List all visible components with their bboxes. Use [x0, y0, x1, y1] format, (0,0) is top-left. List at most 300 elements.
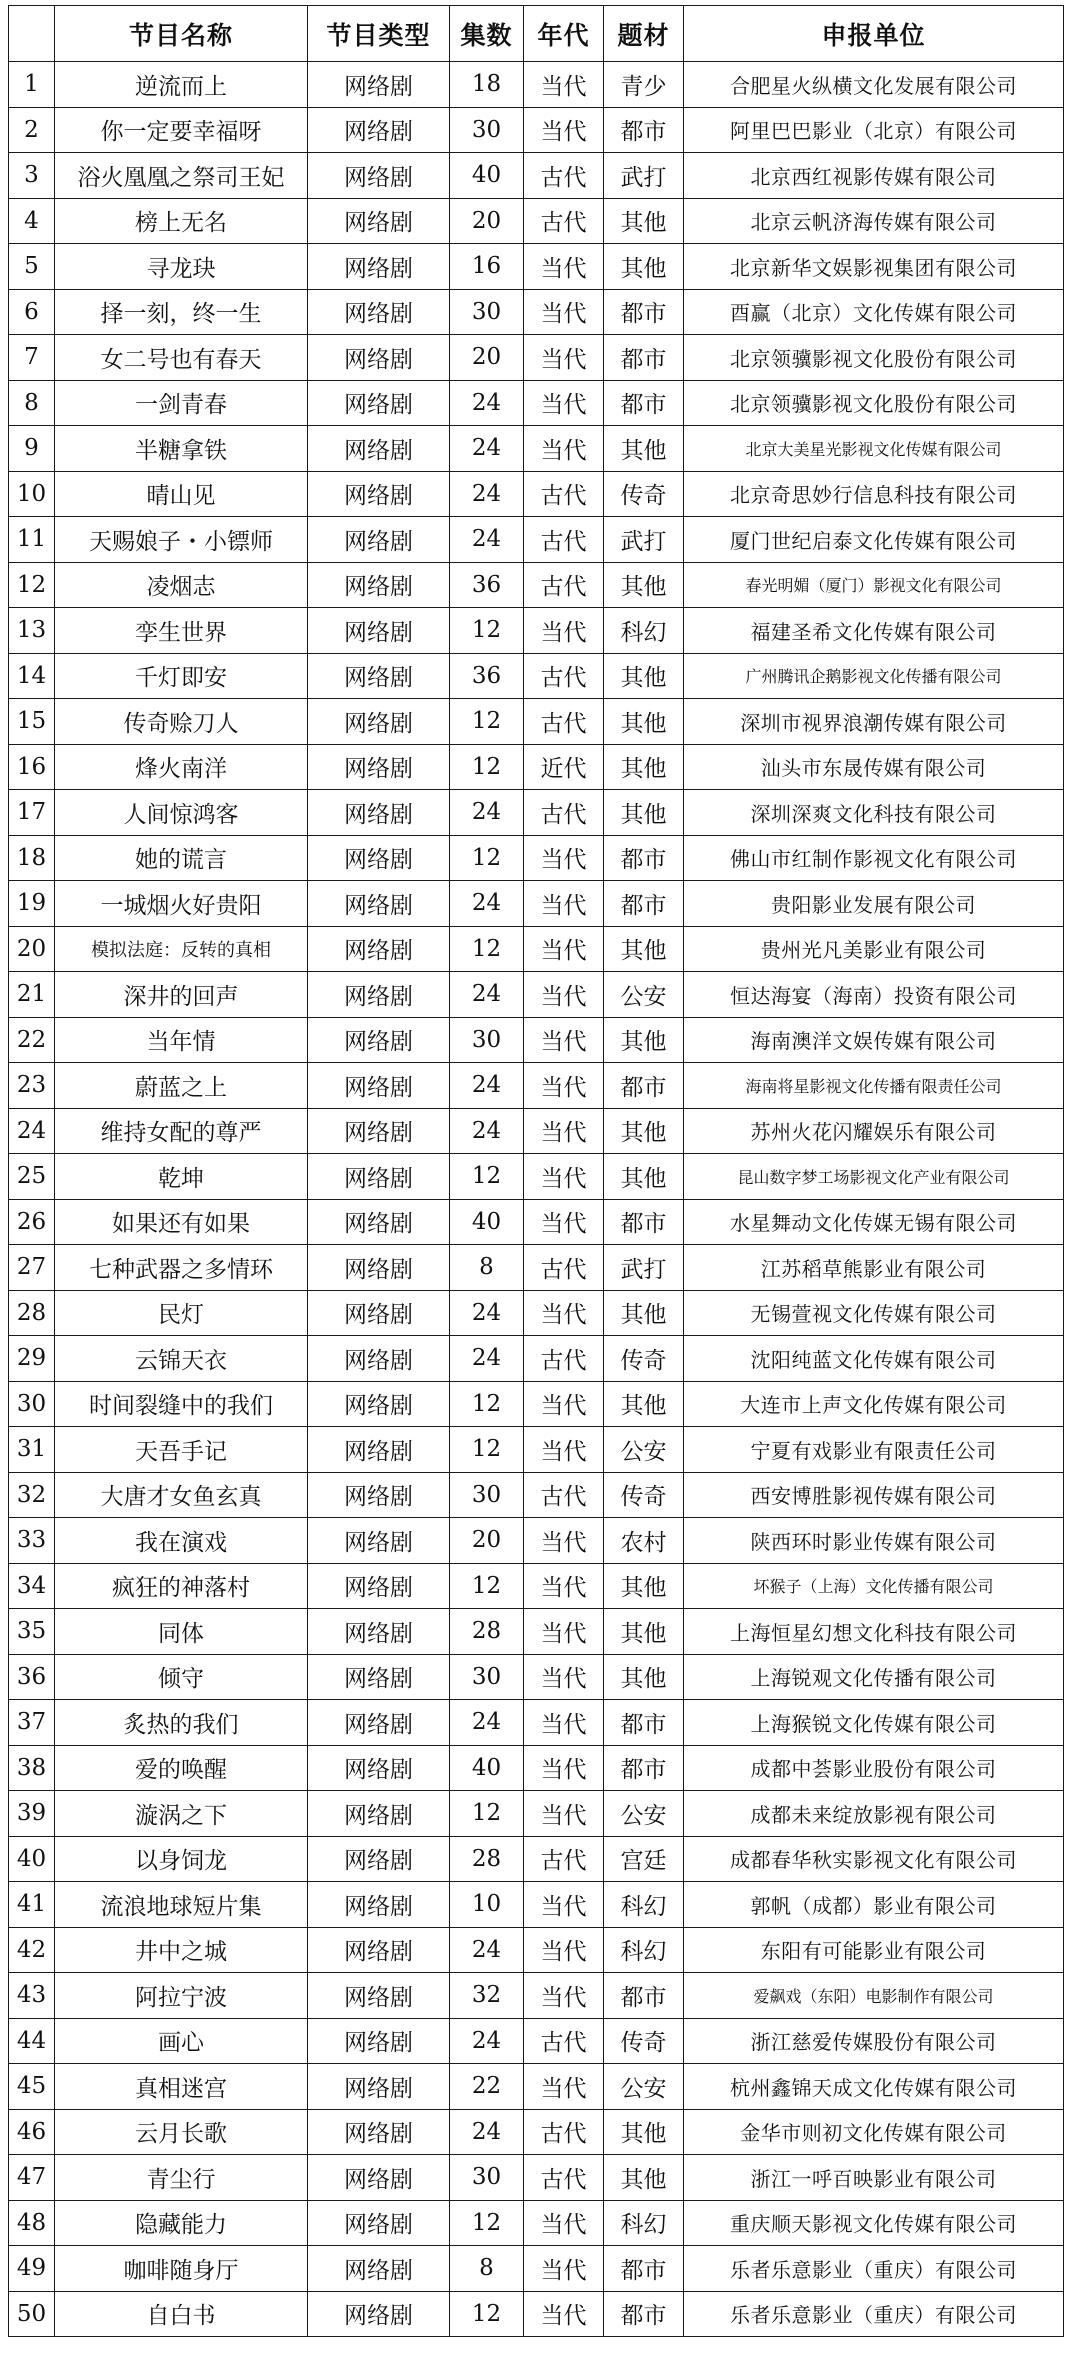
- program-name: 乾坤: [55, 1154, 308, 1200]
- table-row: [9, 1427, 1064, 1473]
- episode-count: 12: [450, 926, 524, 972]
- table-row: [9, 1836, 1064, 1882]
- program-name: 寻龙玦: [55, 244, 308, 290]
- program-era: 当代: [524, 1745, 604, 1791]
- program-type: 网络剧: [308, 881, 450, 927]
- episode-count: 20: [450, 198, 524, 244]
- program-name: 模拟法庭：反转的真相: [55, 926, 308, 972]
- row-index: 40: [9, 1836, 55, 1882]
- table-header: [9, 6, 1064, 62]
- program-era: 当代: [524, 1563, 604, 1609]
- applicant-unit: 成都未来绽放影视有限公司: [684, 1791, 1064, 1837]
- applicant-unit: 爱飙戏（东阳）电影制作有限公司: [684, 1973, 1064, 2019]
- program-type: 网络剧: [308, 608, 450, 654]
- program-genre: 传奇: [604, 1472, 684, 1518]
- program-name: 阿拉宁波: [55, 1973, 308, 2019]
- row-index: 12: [9, 562, 55, 608]
- program-genre: 其他: [604, 1654, 684, 1700]
- row-index: 35: [9, 1609, 55, 1655]
- table-row: [9, 289, 1064, 335]
- episode-count: 10: [450, 1882, 524, 1928]
- program-name: 你一定要幸福呀: [55, 107, 308, 153]
- episode-count: 12: [450, 1154, 524, 1200]
- row-index: 21: [9, 972, 55, 1018]
- header-type: 节目类型: [308, 6, 450, 62]
- episode-count: 20: [450, 335, 524, 381]
- program-name: 天赐娘子・小镖师: [55, 517, 308, 563]
- program-era: 当代: [524, 1063, 604, 1109]
- program-genre: 都市: [604, 1700, 684, 1746]
- program-name: 一剑青春: [55, 380, 308, 426]
- table-row: [9, 2064, 1064, 2110]
- program-genre: 都市: [604, 1973, 684, 2019]
- program-type: 网络剧: [308, 972, 450, 1018]
- program-genre: 科幻: [604, 1882, 684, 1928]
- program-name: 云月长歌: [55, 2109, 308, 2155]
- row-index: 23: [9, 1063, 55, 1109]
- program-genre: 公安: [604, 1427, 684, 1473]
- program-type: 网络剧: [308, 1882, 450, 1928]
- program-type: 网络剧: [308, 1108, 450, 1154]
- program-name: 画心: [55, 2018, 308, 2064]
- program-genre: 青少: [604, 62, 684, 108]
- program-era: 古代: [524, 2109, 604, 2155]
- applicant-unit: 大连市上声文化传媒有限公司: [684, 1381, 1064, 1427]
- table-row: [9, 153, 1064, 199]
- applicant-unit: 沈阳纯蓝文化传媒有限公司: [684, 1336, 1064, 1382]
- program-genre: 其他: [604, 1563, 684, 1609]
- program-name: 晴山见: [55, 471, 308, 517]
- program-genre: 科幻: [604, 1927, 684, 1973]
- table-row: [9, 699, 1064, 745]
- applicant-unit: 深圳深爽文化科技有限公司: [684, 790, 1064, 836]
- program-genre: 其他: [604, 1154, 684, 1200]
- program-era: 古代: [524, 1836, 604, 1882]
- applicant-unit: 北京奇思妙行信息科技有限公司: [684, 471, 1064, 517]
- program-era: 当代: [524, 835, 604, 881]
- applicant-unit: 昆山数字梦工场影视文化产业有限公司: [684, 1154, 1064, 1200]
- episode-count: 12: [450, 835, 524, 881]
- table-row: [9, 653, 1064, 699]
- applicant-unit: 乐者乐意影业（重庆）有限公司: [684, 2246, 1064, 2292]
- program-type: 网络剧: [308, 653, 450, 699]
- row-index: 5: [9, 244, 55, 290]
- episode-count: 28: [450, 1609, 524, 1655]
- program-genre: 都市: [604, 2246, 684, 2292]
- table-row: [9, 1245, 1064, 1291]
- applicant-unit: 上海锐观文化传播有限公司: [684, 1654, 1064, 1700]
- program-era: 当代: [524, 1700, 604, 1746]
- table-row: [9, 1700, 1064, 1746]
- program-era: 当代: [524, 2291, 604, 2337]
- episode-count: 22: [450, 2064, 524, 2110]
- program-type: 网络剧: [308, 1973, 450, 2019]
- episode-count: 12: [450, 744, 524, 790]
- applicant-unit: 北京领骥影视文化股份有限公司: [684, 380, 1064, 426]
- program-genre: 其他: [604, 1609, 684, 1655]
- table-row: [9, 2246, 1064, 2292]
- program-era: 当代: [524, 2064, 604, 2110]
- program-type: 网络剧: [308, 1791, 450, 1837]
- episode-count: 12: [450, 1791, 524, 1837]
- table-row: [9, 1154, 1064, 1200]
- program-name: 井中之城: [55, 1927, 308, 1973]
- table-row: [9, 1381, 1064, 1427]
- program-era: 当代: [524, 972, 604, 1018]
- program-era: 当代: [524, 1381, 604, 1427]
- program-era: 当代: [524, 335, 604, 381]
- program-era: 当代: [524, 2246, 604, 2292]
- row-index: 49: [9, 2246, 55, 2292]
- program-type: 网络剧: [308, 790, 450, 836]
- program-era: 当代: [524, 426, 604, 472]
- program-type: 网络剧: [308, 289, 450, 335]
- program-type: 网络剧: [308, 2109, 450, 2155]
- program-era: 当代: [524, 1882, 604, 1928]
- table-row: [9, 1927, 1064, 1973]
- program-genre: 其他: [604, 2109, 684, 2155]
- program-type: 网络剧: [308, 1336, 450, 1382]
- applicant-unit: 成都春华秋实影视文化有限公司: [684, 1836, 1064, 1882]
- header-episodes: 集数: [450, 6, 524, 62]
- episode-count: 30: [450, 289, 524, 335]
- applicant-unit: 杭州鑫锦天成文化传媒有限公司: [684, 2064, 1064, 2110]
- program-type: 网络剧: [308, 1017, 450, 1063]
- applicant-unit: 坏猴子（上海）文化传播有限公司: [684, 1563, 1064, 1609]
- program-genre: 其他: [604, 1017, 684, 1063]
- row-index: 33: [9, 1518, 55, 1564]
- program-type: 网络剧: [308, 2018, 450, 2064]
- program-era: 古代: [524, 699, 604, 745]
- row-index: 43: [9, 1973, 55, 2019]
- table-row: [9, 1654, 1064, 1700]
- header-index: [9, 6, 55, 62]
- row-index: 2: [9, 107, 55, 153]
- program-era: 当代: [524, 244, 604, 290]
- program-era: 当代: [524, 1927, 604, 1973]
- row-index: 31: [9, 1427, 55, 1473]
- program-type: 网络剧: [308, 1472, 450, 1518]
- applicant-unit: 北京大美星光影视文化传媒有限公司: [684, 426, 1064, 472]
- row-index: 3: [9, 153, 55, 199]
- program-type: 网络剧: [308, 562, 450, 608]
- episode-count: 40: [450, 1199, 524, 1245]
- program-name: 传奇赊刀人: [55, 699, 308, 745]
- program-era: 当代: [524, 62, 604, 108]
- table-row: [9, 471, 1064, 517]
- program-genre: 其他: [604, 653, 684, 699]
- program-genre: 都市: [604, 1063, 684, 1109]
- episode-count: 28: [450, 1836, 524, 1882]
- program-type: 网络剧: [308, 926, 450, 972]
- program-type: 网络剧: [308, 380, 450, 426]
- header-name: 节目名称: [55, 6, 308, 62]
- table-row: [9, 790, 1064, 836]
- program-name: 爱的唤醒: [55, 1745, 308, 1791]
- episode-count: 24: [450, 2018, 524, 2064]
- row-index: 20: [9, 926, 55, 972]
- program-name: 疯狂的神落村: [55, 1563, 308, 1609]
- program-name: 孪生世界: [55, 608, 308, 654]
- table-row: [9, 608, 1064, 654]
- applicant-unit: 上海恒星幻想文化科技有限公司: [684, 1609, 1064, 1655]
- applicant-unit: 西安博胜影视传媒有限公司: [684, 1472, 1064, 1518]
- applicant-unit: 恒达海宴（海南）投资有限公司: [684, 972, 1064, 1018]
- program-genre: 科幻: [604, 2200, 684, 2246]
- table-row: [9, 1199, 1064, 1245]
- table-row: [9, 1017, 1064, 1063]
- row-index: 8: [9, 380, 55, 426]
- applicant-unit: 海南澳洋文娱传媒有限公司: [684, 1017, 1064, 1063]
- applicant-unit: 浙江一呼百映影业有限公司: [684, 2155, 1064, 2201]
- program-type: 网络剧: [308, 1063, 450, 1109]
- row-index: 7: [9, 335, 55, 381]
- program-name: 天吾手记: [55, 1427, 308, 1473]
- program-era: 当代: [524, 608, 604, 654]
- program-type: 网络剧: [308, 1381, 450, 1427]
- episode-count: 24: [450, 1108, 524, 1154]
- table-row: [9, 1973, 1064, 2019]
- table-row: [9, 972, 1064, 1018]
- header-era: 年代: [524, 6, 604, 62]
- program-type: 网络剧: [308, 744, 450, 790]
- program-name: 她的谎言: [55, 835, 308, 881]
- program-name: 一城烟火好贵阳: [55, 881, 308, 927]
- program-type: 网络剧: [308, 1927, 450, 1973]
- episode-count: 40: [450, 153, 524, 199]
- table-row: [9, 107, 1064, 153]
- row-index: 38: [9, 1745, 55, 1791]
- program-name: 自白书: [55, 2291, 308, 2337]
- episode-count: 16: [450, 244, 524, 290]
- episode-count: 24: [450, 1336, 524, 1382]
- applicant-unit: 上海猴锐文化传媒有限公司: [684, 1700, 1064, 1746]
- program-type: 网络剧: [308, 517, 450, 563]
- program-type: 网络剧: [308, 1199, 450, 1245]
- program-name: 大唐才女鱼玄真: [55, 1472, 308, 1518]
- program-genre: 都市: [604, 1199, 684, 1245]
- program-name: 蔚蓝之上: [55, 1063, 308, 1109]
- row-index: 50: [9, 2291, 55, 2337]
- program-genre: 其他: [604, 562, 684, 608]
- table-row: [9, 1563, 1064, 1609]
- episode-count: 12: [450, 1563, 524, 1609]
- program-type: 网络剧: [308, 1427, 450, 1473]
- program-era: 当代: [524, 289, 604, 335]
- program-type: 网络剧: [308, 2064, 450, 2110]
- program-name: 隐藏能力: [55, 2200, 308, 2246]
- program-era: 当代: [524, 1427, 604, 1473]
- program-name: 当年情: [55, 1017, 308, 1063]
- program-era: 古代: [524, 653, 604, 699]
- program-type: 网络剧: [308, 1154, 450, 1200]
- table-row: [9, 1108, 1064, 1154]
- program-type: 网络剧: [308, 699, 450, 745]
- program-era: 古代: [524, 1472, 604, 1518]
- program-genre: 传奇: [604, 1336, 684, 1382]
- row-index: 45: [9, 2064, 55, 2110]
- program-type: 网络剧: [308, 1290, 450, 1336]
- episode-count: 30: [450, 1654, 524, 1700]
- program-name: 女二号也有春天: [55, 335, 308, 381]
- program-genre: 其他: [604, 2155, 684, 2201]
- program-era: 古代: [524, 562, 604, 608]
- row-index: 25: [9, 1154, 55, 1200]
- applicant-unit: 佛山市红制作影视文化有限公司: [684, 835, 1064, 881]
- episode-count: 24: [450, 1290, 524, 1336]
- row-index: 30: [9, 1381, 55, 1427]
- row-index: 47: [9, 2155, 55, 2201]
- program-era: 近代: [524, 744, 604, 790]
- header-row: [9, 6, 1064, 62]
- program-genre: 其他: [604, 198, 684, 244]
- applicant-unit: 浙江慈爱传媒股份有限公司: [684, 2018, 1064, 2064]
- episode-count: 8: [450, 1245, 524, 1291]
- applicant-unit: 合肥星火纵横文化发展有限公司: [684, 62, 1064, 108]
- program-era: 当代: [524, 1654, 604, 1700]
- program-era: 当代: [524, 1290, 604, 1336]
- row-index: 48: [9, 2200, 55, 2246]
- program-era: 当代: [524, 1973, 604, 2019]
- row-index: 41: [9, 1882, 55, 1928]
- applicant-unit: 贵阳影业发展有限公司: [684, 881, 1064, 927]
- episode-count: 24: [450, 1700, 524, 1746]
- row-index: 1: [9, 62, 55, 108]
- program-genre: 其他: [604, 1108, 684, 1154]
- header-unit: 申报单位: [684, 6, 1064, 62]
- row-index: 28: [9, 1290, 55, 1336]
- program-type: 网络剧: [308, 426, 450, 472]
- program-type: 网络剧: [308, 2155, 450, 2201]
- episode-count: 20: [450, 1518, 524, 1564]
- program-name: 我在演戏: [55, 1518, 308, 1564]
- program-type: 网络剧: [308, 2291, 450, 2337]
- program-era: 当代: [524, 107, 604, 153]
- program-name: 七种武器之多情环: [55, 1245, 308, 1291]
- episode-count: 24: [450, 881, 524, 927]
- applicant-unit: 重庆顺天影视文化传媒有限公司: [684, 2200, 1064, 2246]
- episode-count: 24: [450, 380, 524, 426]
- row-index: 29: [9, 1336, 55, 1382]
- program-genre: 公安: [604, 2064, 684, 2110]
- program-name: 人间惊鸿客: [55, 790, 308, 836]
- program-era: 古代: [524, 790, 604, 836]
- table-row: [9, 426, 1064, 472]
- program-genre: 其他: [604, 926, 684, 972]
- program-name: 浴火凰凰之祭司王妃: [55, 153, 308, 199]
- applicant-unit: 深圳市视界浪潮传媒有限公司: [684, 699, 1064, 745]
- program-type: 网络剧: [308, 62, 450, 108]
- program-name: 千灯即安: [55, 653, 308, 699]
- program-genre: 武打: [604, 1245, 684, 1291]
- table-row: [9, 835, 1064, 881]
- applicant-unit: 乐者乐意影业（重庆）有限公司: [684, 2291, 1064, 2337]
- row-index: 10: [9, 471, 55, 517]
- table-row: [9, 517, 1064, 563]
- applicant-unit: 北京云帆济海传媒有限公司: [684, 198, 1064, 244]
- episode-count: 12: [450, 699, 524, 745]
- applicant-unit: 春光明媚（厦门）影视文化有限公司: [684, 562, 1064, 608]
- episode-count: 18: [450, 62, 524, 108]
- program-name: 凌烟志: [55, 562, 308, 608]
- program-type: 网络剧: [308, 1700, 450, 1746]
- program-genre: 其他: [604, 244, 684, 290]
- row-index: 39: [9, 1791, 55, 1837]
- applicant-unit: 金华市则初文化传媒有限公司: [684, 2109, 1064, 2155]
- applicant-unit: 郭帆（成都）影业有限公司: [684, 1882, 1064, 1928]
- program-type: 网络剧: [308, 2246, 450, 2292]
- program-genre: 武打: [604, 517, 684, 563]
- row-index: 44: [9, 2018, 55, 2064]
- program-era: 古代: [524, 153, 604, 199]
- program-type: 网络剧: [308, 1245, 450, 1291]
- episode-count: 24: [450, 471, 524, 517]
- table-row: [9, 198, 1064, 244]
- episode-count: 36: [450, 562, 524, 608]
- applicant-unit: 东阳有可能影业有限公司: [684, 1927, 1064, 1973]
- header-genre: 题材: [604, 6, 684, 62]
- program-era: 古代: [524, 471, 604, 517]
- program-name: 时间裂缝中的我们: [55, 1381, 308, 1427]
- table-row: [9, 1882, 1064, 1928]
- applicant-unit: 福建圣希文化传媒有限公司: [684, 608, 1064, 654]
- program-genre: 武打: [604, 153, 684, 199]
- program-type: 网络剧: [308, 153, 450, 199]
- table-row: [9, 562, 1064, 608]
- table-row: [9, 1063, 1064, 1109]
- applicant-unit: 海南将星影视文化传播有限责任公司: [684, 1063, 1064, 1109]
- episode-count: 12: [450, 1381, 524, 1427]
- applicant-unit: 厦门世纪启泰文化传媒有限公司: [684, 517, 1064, 563]
- row-index: 15: [9, 699, 55, 745]
- table-row: [9, 1472, 1064, 1518]
- program-era: 当代: [524, 1791, 604, 1837]
- program-genre: 都市: [604, 335, 684, 381]
- program-type: 网络剧: [308, 1518, 450, 1564]
- program-genre: 都市: [604, 2291, 684, 2337]
- program-genre: 其他: [604, 426, 684, 472]
- program-era: 古代: [524, 1336, 604, 1382]
- row-index: 9: [9, 426, 55, 472]
- program-type: 网络剧: [308, 1654, 450, 1700]
- episode-count: 24: [450, 517, 524, 563]
- row-index: 13: [9, 608, 55, 654]
- program-genre: 都市: [604, 1745, 684, 1791]
- program-genre: 公安: [604, 1791, 684, 1837]
- program-era: 古代: [524, 1245, 604, 1291]
- program-name: 择一刻，终一生: [55, 289, 308, 335]
- table-row: [9, 335, 1064, 381]
- program-name: 以身饲龙: [55, 1836, 308, 1882]
- program-genre: 其他: [604, 790, 684, 836]
- row-index: 42: [9, 1927, 55, 1973]
- table-row: [9, 926, 1064, 972]
- program-name: 炙热的我们: [55, 1700, 308, 1746]
- program-type: 网络剧: [308, 1609, 450, 1655]
- row-index: 46: [9, 2109, 55, 2155]
- episode-count: 30: [450, 2155, 524, 2201]
- applicant-unit: 酉赢（北京）文化传媒有限公司: [684, 289, 1064, 335]
- program-era: 当代: [524, 1108, 604, 1154]
- program-genre: 传奇: [604, 471, 684, 517]
- episode-count: 36: [450, 653, 524, 699]
- program-type: 网络剧: [308, 244, 450, 290]
- episode-count: 32: [450, 1973, 524, 2019]
- applicant-unit: 宁夏有戏影业有限责任公司: [684, 1427, 1064, 1473]
- table-row: [9, 1745, 1064, 1791]
- program-era: 古代: [524, 517, 604, 563]
- program-genre: 都市: [604, 107, 684, 153]
